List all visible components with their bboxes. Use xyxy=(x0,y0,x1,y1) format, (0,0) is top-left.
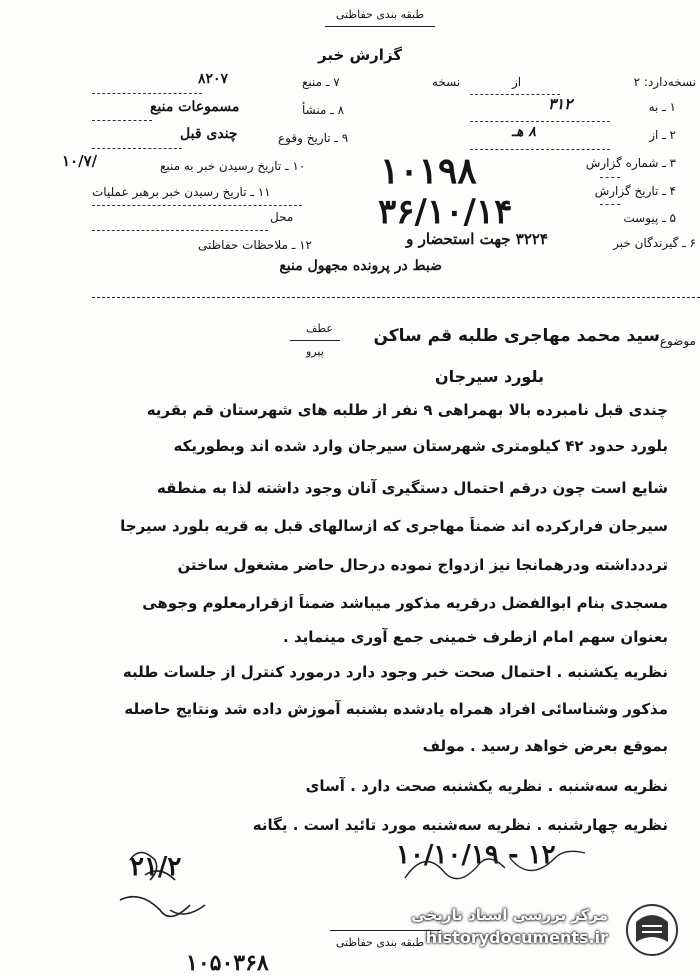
watermark-title: مرکز بررسی اسناد تاریخی xyxy=(411,906,608,924)
subject-continued: بلورد سیرجان xyxy=(435,367,544,386)
dash-line xyxy=(92,205,302,206)
dash-line xyxy=(470,121,610,122)
dash-line xyxy=(470,94,560,95)
copy-of-value: نسخه xyxy=(432,75,461,89)
reference-label: عطف xyxy=(306,322,333,335)
recipients-label: ۶ ـ گیرندگان خبر xyxy=(613,236,696,250)
source-value: ۸۲۰۷ xyxy=(198,71,229,87)
from-label: ۲ ـ از xyxy=(649,128,676,142)
body-line: شایع است چون درقم احتمال دستگیری آنان وجود داشته لذا به منطقه xyxy=(156,479,668,497)
opinion-line: نظریه چهارشنبه . نظریه سه‌شنبه مورد تائید است . یگانه xyxy=(252,816,668,834)
dash-line xyxy=(92,148,182,149)
reference-divider xyxy=(290,340,340,341)
document-number: ۱۰۵۰۳۶۸ xyxy=(186,950,269,976)
received-source-value: ۱۰/۷/ xyxy=(62,152,98,170)
handwritten-note-left: ۲۱/۲ xyxy=(130,852,182,882)
handwritten-signature-right xyxy=(400,838,590,898)
section-divider xyxy=(92,297,700,298)
source-label: ۷ ـ منبع xyxy=(302,75,340,89)
remarks-label: ۱۲ ـ ملاحظات حفاظتی xyxy=(198,238,312,252)
body-line: سیرجان فرارکرده اند ضمناً مهاجری که ازسالهای قبل به قریه بلورد سیرجا xyxy=(120,517,668,535)
dash-line xyxy=(600,204,620,205)
handwritten-note-right: ۱۰/۱۰/۱۹ - ۱۲ xyxy=(396,840,556,870)
dash-line xyxy=(470,149,610,150)
archive-logo-icon xyxy=(622,902,682,958)
copy-of-label: از xyxy=(512,75,522,89)
opinion-line: نظریه سه‌شنبه . نظریه یکشنبه صحت دارد . آسای xyxy=(305,777,668,795)
to-value: ۳۱۲ xyxy=(548,95,573,113)
dash-line xyxy=(92,120,152,121)
from-value: ۸ هـ xyxy=(512,124,536,140)
origin-value: مسموعات منبع xyxy=(150,99,240,115)
opinion-line: بموقع بعرض خواهد رسید . مولف xyxy=(422,737,668,755)
opinion-line: مذکور وشناسائی افراد همراه یادشده بشنبه آموزش داده شد ونتایج حاصله xyxy=(124,700,668,718)
recipients-value: ۳۲۲۴ جهت استحضار و xyxy=(406,230,548,248)
watermark-url: historydocuments.ir xyxy=(425,928,608,947)
body-line: مسجدی بنام ابوالفضل درقریه مذکور میباشد ضمناً ازقرارمعلوم وجوهی xyxy=(142,594,668,612)
report-date-label: ۴ ـ تاریخ گزارش xyxy=(594,184,676,198)
copy-count-label: نسخه‌دارد: ۲ xyxy=(633,75,696,89)
subject-text: سید محمد مهاجری طلبه قم ساکن xyxy=(373,326,660,346)
event-date-label: ۹ ـ تاریخ وقوع xyxy=(278,131,349,145)
body-line: بلورد حدود ۴۲ کیلومتری شهرستان سیرجان وارد شده اند وبطوریکه xyxy=(173,437,668,455)
subject-label: موضوع xyxy=(659,334,696,348)
classification-top: طبقه بندی حفاظتی xyxy=(335,8,425,21)
body-line: بعنوان سهم امام ازطرف خمینی جمع آوری مینماید . xyxy=(283,628,668,646)
to-label: ۱ ـ به xyxy=(648,100,676,114)
follow-up-label: پیرو xyxy=(306,345,324,358)
event-date-value: چندی قبل xyxy=(180,126,238,142)
received-ops-label: ۱۱ ـ تاریخ رسیدن خبر برهبر عملیات xyxy=(92,185,271,199)
stamp-number: ۱۰۱۹۸ xyxy=(380,150,477,192)
dash-line xyxy=(92,230,268,231)
place-label: محل xyxy=(270,210,294,224)
classification-bottom: طبقه بندی حفاظتی xyxy=(335,936,425,949)
body-line: ترددداشته ودرهمانجا نیز ازدواج نموده درحال حاضر مشغول ساختن xyxy=(177,556,668,574)
recipients-value-2: ضبط در پرونده مجهول منبع xyxy=(279,258,442,274)
classification-underline xyxy=(325,26,435,27)
dash-line xyxy=(600,177,620,178)
report-number-label: ۳ ـ شماره گزارش xyxy=(585,156,676,170)
dash-line xyxy=(92,93,202,94)
received-source-label: ۱۰ ـ تاریخ رسیدن خبر به منبع xyxy=(160,159,306,173)
report-title: گزارش خبر xyxy=(317,46,403,64)
stamp-date: ۳۶/۱۰/۱۴ xyxy=(378,192,513,232)
attachment-label: ۵ ـ پیوست xyxy=(623,211,676,225)
origin-label: ۸ ـ منشأ xyxy=(302,103,345,117)
opinion-line: نظریه یکشنبه . احتمال صحت خبر وجود دارد درمورد کنترل از جلسات طلبه xyxy=(122,663,668,681)
body-line: چندی قبل نامبرده بالا بهمراهی ۹ نفر از طلبه های شهرستان قم بقریه xyxy=(146,401,668,419)
